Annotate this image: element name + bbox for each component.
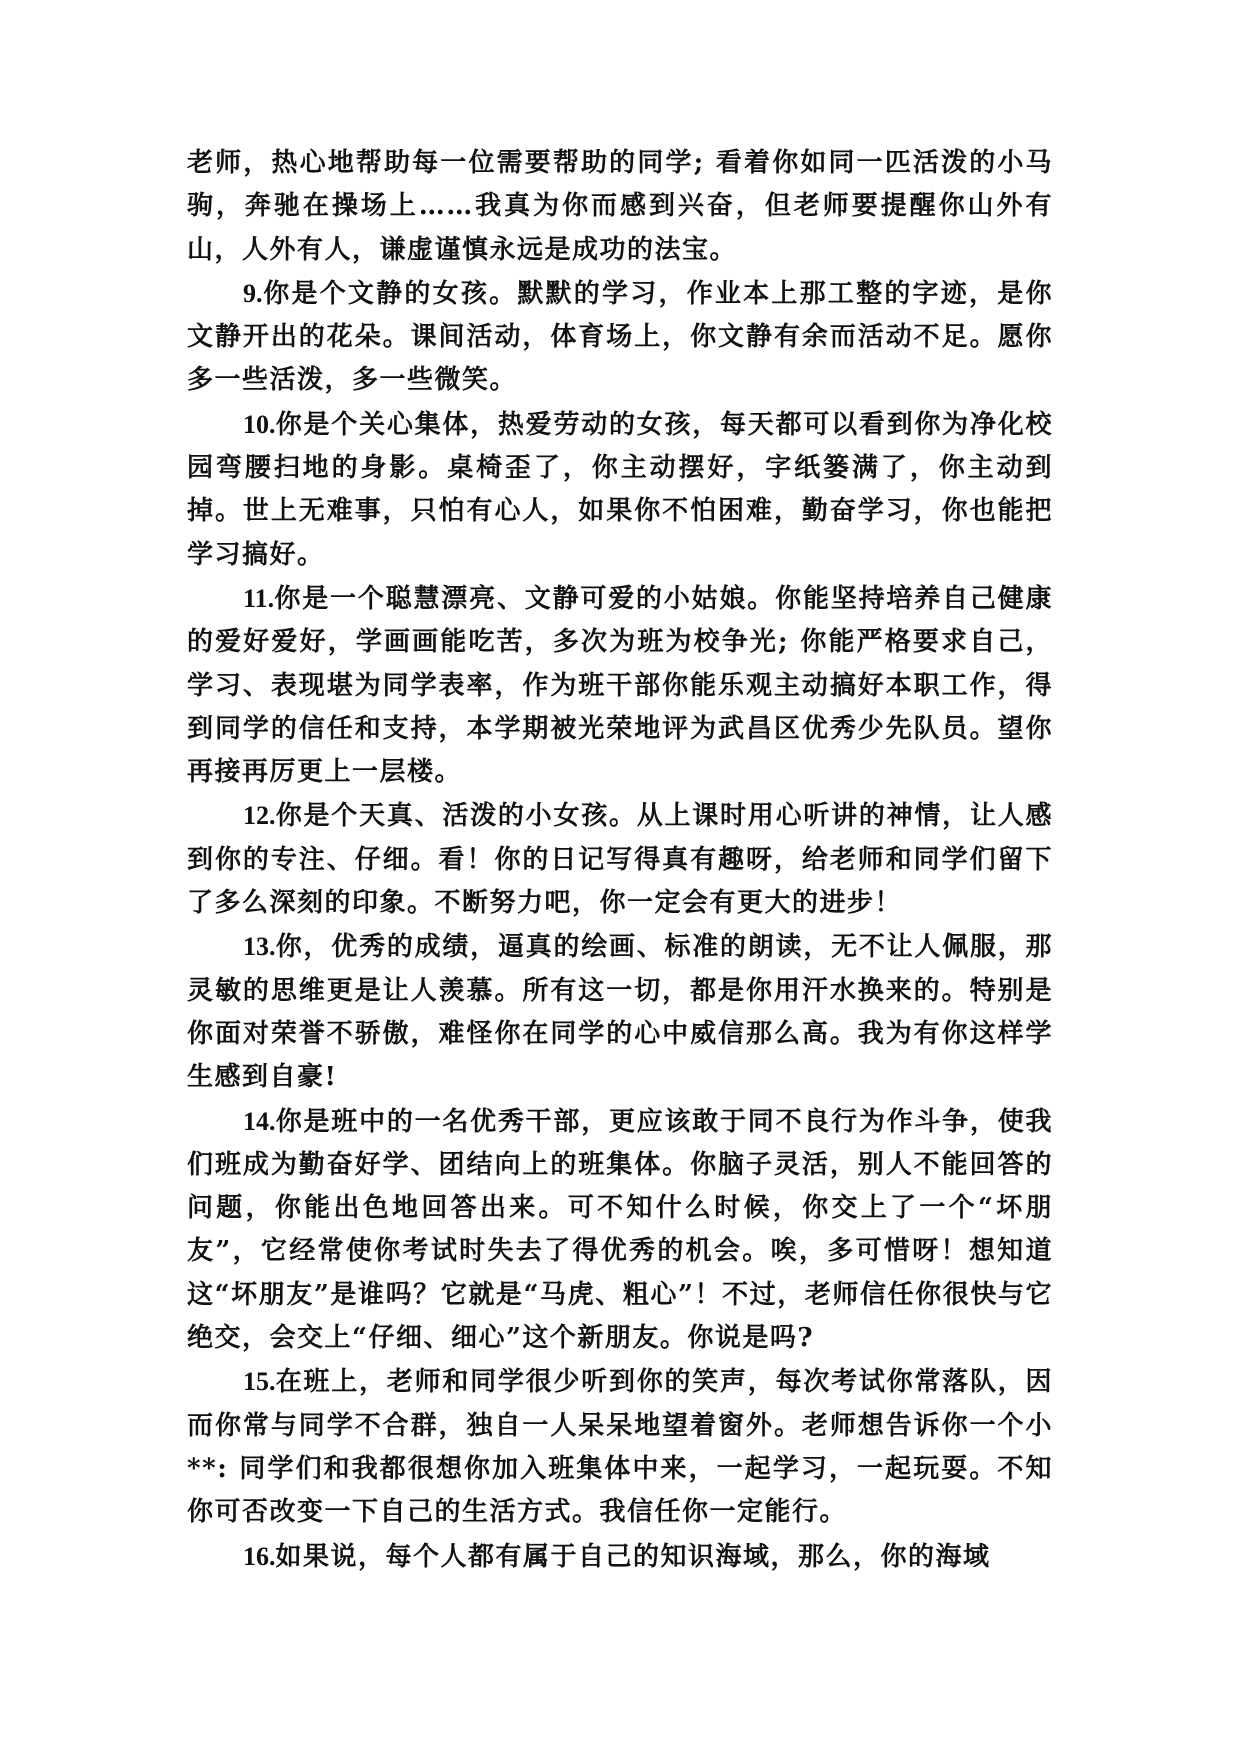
paragraph-16 (187, 1535, 1053, 1579)
paragraph-number: 11. (243, 583, 275, 613)
paragraph-continued (187, 142, 1053, 272)
paragraph-number: 9. (243, 278, 263, 308)
paragraph-text: 你，优秀的成绩，逼真的绘画、标准的朗读，无不让人佩服，那灵敏的思维更是让人羡慕。所有这一切，都是你用汗水换来的。特别是你面对荣誉不骄傲，难怪你在同学的心中威信那么高。我为有你这样学生感到自豪! (187, 932, 1053, 1093)
paragraph-text: 老师，热心地帮助每一位需要帮助的同学; 看着你如同一匹活泼的小马驹，奔驰在操场上……我真为你而感到兴奋，但老师要提醒你山外有山，人外有人，谦虚谨慎永远是成功的法宝。 (187, 148, 1053, 265)
paragraph-number: 14. (243, 1106, 276, 1136)
paragraph-11 (187, 577, 1053, 794)
paragraph-text: 如果说，每个人都有属于自己的知识海域，那么，你的海域 (275, 1541, 991, 1572)
paragraph-15 (187, 1360, 1053, 1534)
paragraph-text: 在班上，老师和同学很少听到你的笑声，每次考试你常落队，因而你常与同学不合群，独自一人呆呆地望着窗外。老师想告诉你一个小**: 同学们和我都很想你加入班集体中来，一起学习，一起玩耍。不知你可否改变一下自己的生活方式。我信任你一定能行。 (187, 1367, 1053, 1528)
paragraph-14 (187, 1100, 1053, 1361)
paragraph-number: 10. (243, 409, 276, 439)
paragraph-10 (187, 403, 1053, 577)
paragraph-number: 12. (243, 801, 276, 831)
paragraph-text: 你是个关心集体，热爱劳动的女孩，每天都可以看到你为净化校园弯腰扫地的身影。桌椅歪了，你主动摆好，字纸篓满了，你主动到掉。世上无难事，只怕有心人，如果你不怕困难，勤奋学习，你也能把学习搞好。 (187, 409, 1053, 570)
paragraph-13 (187, 925, 1053, 1099)
paragraph-number: 16. (243, 1541, 276, 1571)
paragraph-9 (187, 272, 1053, 403)
paragraph-number: 15. (243, 1367, 276, 1397)
paragraph-text: 你是个天真、活泼的小女孩。从上课时用心听讲的神情，让人感到你的专注、仔细。看！你的日记写得真有趣呀，给老师和同学们留下了多么深刻的印象。不断努力吧，你一定会有更大的进步！ (187, 801, 1053, 919)
paragraph-text: 你是个文静的女孩。默默的学习，作业本上那工整的字迹，是你文静开出的花朵。课间活动，体育场上，你文静有余而活动不足。愿你多一些活泼，多一些微笑。 (187, 278, 1053, 396)
paragraph-12 (187, 794, 1053, 925)
paragraph-text: 你是班中的一名优秀干部，更应该敢于同不良行为作斗争，使我们班成为勤奋好学、团结向上的班集体。你脑子灵活，别人不能回答的问题，你能出色地回答出来。可不知什么时候，你交上了一个“坏朋友”，它经常使你考试时失去了得优秀的机会。唉，多可惜呀！想知道这“坏朋友”是谁吗？它就是“马虎、粗心”！不过，老师信任你很快与它绝交，会交上“仔细、细心”这个新朋友。你说是吗? (187, 1106, 1053, 1354)
paragraph-number: 13. (243, 932, 276, 962)
document-page (187, 142, 1053, 1579)
paragraph-text: 你是一个聪慧漂亮、文静可爱的小姑娘。你能坚持培养自己健康的爱好爱好，学画画能吃苦，多次为班为校争光; 你能严格要求自己，学习、表现堪为同学表率，作为班干部你能乐观主动搞好本职工作，得到同学的信任和支持，本学期被光荣地评为武昌区优秀少先队员。望你再接再厉更上一层楼。 (187, 583, 1053, 788)
